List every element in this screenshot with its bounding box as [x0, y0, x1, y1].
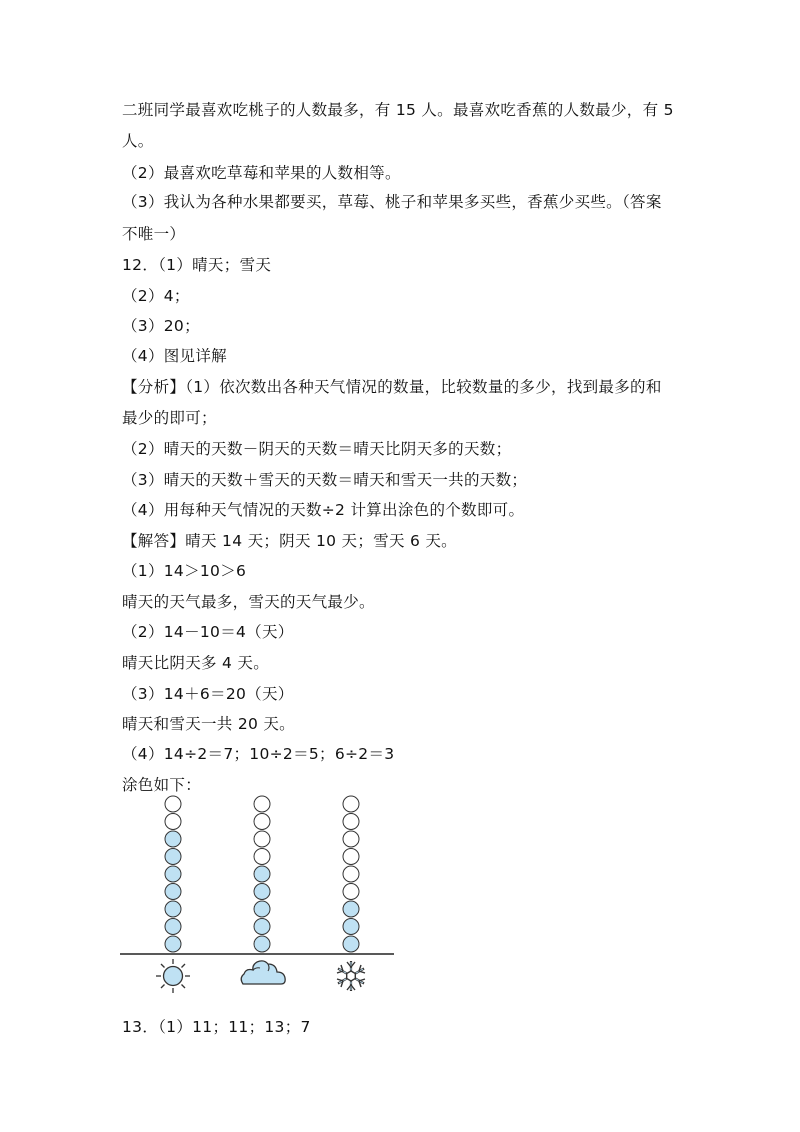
filled-circle [165, 919, 181, 935]
text-line: 晴天的天气最多，雪天的天气最少。 [122, 593, 375, 611]
weather-circle-figure [118, 786, 408, 998]
empty-circle [165, 814, 181, 830]
text-line: 12．（1）晴天；雪天 [122, 256, 272, 274]
cloud-icon [241, 961, 285, 984]
filled-circle [343, 919, 359, 935]
snowflake-icon [337, 961, 365, 991]
circle-columns [165, 796, 359, 952]
filled-circle [254, 919, 270, 935]
filled-circle [254, 884, 270, 900]
filled-circle [165, 866, 181, 882]
empty-circle [343, 796, 359, 812]
empty-circle [254, 814, 270, 830]
empty-circle [254, 831, 270, 847]
text-line: （2）14－10＝4（天） [122, 623, 294, 641]
text-line: （3）我认为各种水果都要买，草莓、桃子和苹果多买些，香蕉少买些。（答案 [122, 193, 662, 211]
text-line: （3）14＋6＝20（天） [122, 685, 294, 703]
text-line: 【解答】晴天 14 天；阴天 10 天；雪天 6 天。 [122, 532, 457, 550]
text-line: 不唯一） [122, 225, 186, 243]
text-line: 晴天比阴天多 4 天。 [122, 654, 270, 672]
text-line: （2）晴天的天数－阴天的天数＝晴天比阴天多的天数； [122, 440, 512, 458]
filled-circle [165, 936, 181, 952]
empty-circle [343, 814, 359, 830]
text-line: 晴天和雪天一共 20 天。 [122, 715, 295, 733]
text-line: 二班同学最喜欢吃桃子的人数最多，有 15 人。最喜欢吃香蕉的人数最少，有 5 [122, 101, 674, 119]
text-line: （1）14＞10＞6 [122, 562, 247, 580]
sun-icon [156, 959, 190, 993]
text-line: （2）4； [122, 287, 190, 305]
filled-circle [165, 849, 181, 865]
empty-circle [343, 831, 359, 847]
filled-circle [343, 901, 359, 917]
empty-circle [343, 884, 359, 900]
text-line: （4）用每种天气情况的天数÷2 计算出涂色的个数即可。 [122, 501, 525, 519]
text-line: （4）14÷2＝7；10÷2＝5；6÷2＝3 [122, 745, 395, 763]
empty-circle [343, 866, 359, 882]
text-line: （2）最喜欢吃草莓和苹果的人数相等。 [122, 164, 401, 182]
empty-circle [254, 849, 270, 865]
filled-circle [165, 901, 181, 917]
text-line: 13．（1）11；11；13；7 [122, 1018, 311, 1036]
filled-circle [343, 936, 359, 952]
filled-circle [254, 866, 270, 882]
filled-circle [254, 936, 270, 952]
text-line: 【分析】（1）依次数出各种天气情况的数量，比较数量的多少，找到最多的和 [122, 378, 662, 396]
text-line: 涂色如下： [122, 776, 202, 794]
text-line: 最少的即可； [122, 409, 217, 427]
text-line: （3）晴天的天数＋雪天的天数＝晴天和雪天一共的天数； [122, 471, 528, 489]
filled-circle [165, 884, 181, 900]
filled-circle [165, 831, 181, 847]
empty-circle [165, 796, 181, 812]
filled-circle [254, 901, 270, 917]
text-line: 人。 [122, 132, 154, 150]
empty-circle [343, 849, 359, 865]
text-line: （3）20； [122, 317, 200, 335]
text-line: （4）图见详解 [122, 347, 227, 365]
empty-circle [254, 796, 270, 812]
